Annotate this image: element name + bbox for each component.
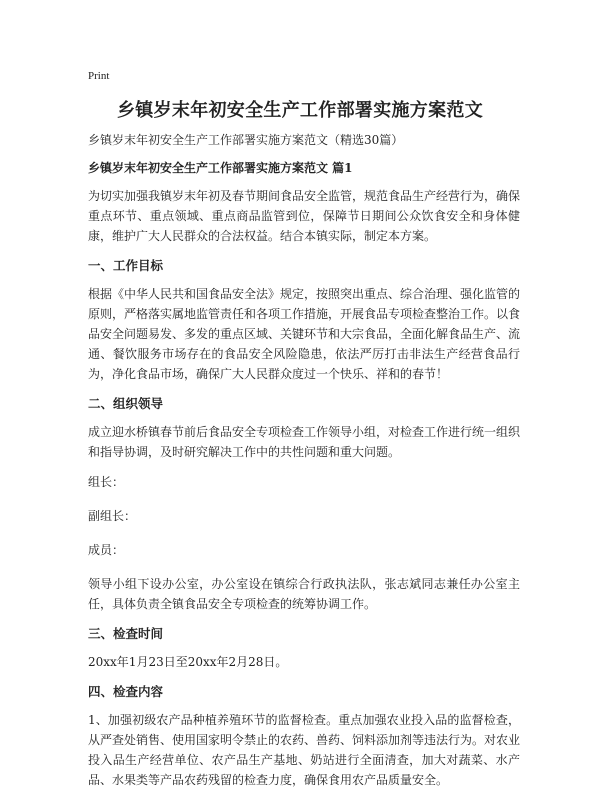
section-organization-text: 成立迎水桥镇春节前后食品安全专项检查工作领导小组，对检查工作进行统一组织和指导协调，及时研究解决工作中的共性问题和重大问题。: [88, 425, 521, 459]
members-field: 成员：: [88, 543, 125, 557]
article-heading: 乡镇岁末年初安全生产工作部署实施方案范文 篇1: [88, 161, 353, 175]
document-subtitle: 乡镇岁末年初安全生产工作部署实施方案范文（精选30篇）: [88, 133, 404, 147]
section-heading-goals: 一、工作目标: [88, 258, 164, 273]
section-heading-organization: 二、组织领导: [88, 396, 164, 411]
section-time-text: 20xx年1月23日至20xx年2月28日。: [88, 655, 288, 669]
intro-paragraph: 为切实加强我镇岁末年初及春节期间食品安全监管，规范食品生产经营行为，确保重点环节、重点领域、重点商品监管到位，保障节日期间公众饮食安全和身体健康，维护广大人民群众的合法权益。结合本镇实际，制定本方案。: [88, 189, 521, 243]
section-organization-office-text: 领导小组下设办公室，办公室设在镇综合行政执法队，张志斌同志兼任办公室主任，具体负责全镇食品安全专项检查的统筹协调工作。: [88, 577, 520, 611]
print-label: Print: [88, 70, 110, 82]
section-heading-time: 三、检查时间: [88, 626, 164, 641]
section-heading-content: 四、检查内容: [88, 684, 164, 699]
deputy-leader-field: 副组长：: [88, 509, 137, 523]
section-content-text: 1、加强初级农产品种植养殖环节的监督检查。重点加强农业投入品的监督检查，从严查处销售、使用国家明令禁止的农药、兽药、饲料添加剂等违法行为。对农业投入品生产经营单位、农产品生产基地、奶站进行全面清查，加大对蔬菜、水产品、水果类等产品农药残留的检查力度，确保食用农产品质量安全。: [88, 713, 521, 787]
document-title: 乡镇岁末年初安全生产工作部署实施方案范文: [117, 100, 483, 121]
document-body: [88, 130, 520, 800]
section-goals-text: 根据《中华人民共和国食品安全法》规定，按照突出重点、综合治理、强化监管的原则，严格落实属地监管责任和各项工作措施，开展食品专项检查整治工作。以食品安全问题易发、多发的重点区域、关键环节和大宗食品，全面化解食品生产、流通、餐饮服务市场存在的食品安全风险隐患，依法严厉打击非法生产经营食品行为，净化食品市场，确保广大人民群众度过一个快乐、祥和的春节！: [88, 287, 521, 381]
leader-field: 组长：: [88, 475, 125, 489]
